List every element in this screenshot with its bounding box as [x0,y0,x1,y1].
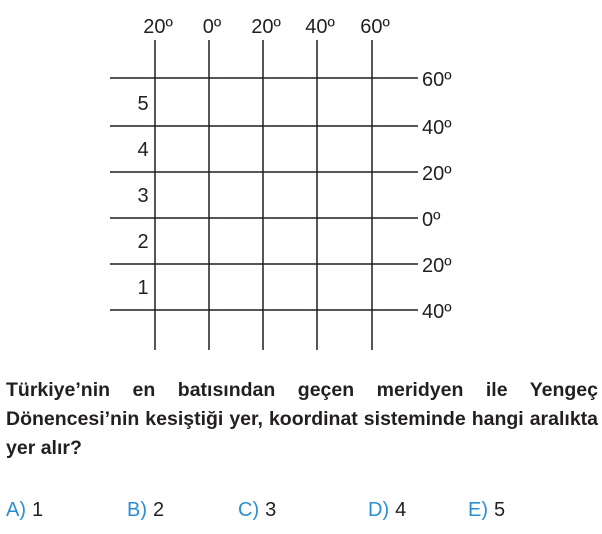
right-label-3: 20º [422,163,452,185]
right-label-2: 40º [422,117,452,139]
option-c-value: 3 [265,499,277,521]
right-label-6: 40º [422,301,452,323]
row-label-1: 1 [137,277,149,299]
top-label-3: 20º [251,16,281,38]
option-a-value: 1 [32,499,44,521]
right-label-5: 20º [422,255,452,277]
option-b-value: 2 [153,499,165,521]
option-e[interactable] [468,499,505,522]
option-d-letter: D) [368,499,390,521]
right-label-4: 0º [422,209,441,231]
option-c[interactable] [238,499,276,522]
option-e-value: 5 [494,499,506,521]
option-d-value: 4 [395,499,407,521]
top-label-4: 40º [305,16,335,38]
top-label-1: 20º [143,16,173,38]
row-label-4: 4 [137,139,149,161]
right-label-1: 60º [422,69,452,91]
row-label-2: 2 [137,231,149,253]
option-d[interactable] [368,499,406,522]
option-b[interactable] [127,499,164,522]
top-label-5: 60º [360,16,390,38]
top-label-2: 0º [202,16,222,38]
option-a[interactable] [6,499,43,522]
option-b-letter: B) [127,499,147,521]
option-a-letter: A) [6,499,26,521]
row-label-5: 5 [137,93,149,115]
option-e-letter: E) [468,499,488,521]
row-label-3: 3 [137,185,149,207]
option-c-letter: C) [238,499,260,521]
answer-options [6,499,596,527]
question-text: Türkiye’nin en batısından geçen meridyen ile Yengeç Dönencesi’nin kesiştiği yer, koordinat sisteminde hangi aralıkta yer alır? [6,379,598,459]
